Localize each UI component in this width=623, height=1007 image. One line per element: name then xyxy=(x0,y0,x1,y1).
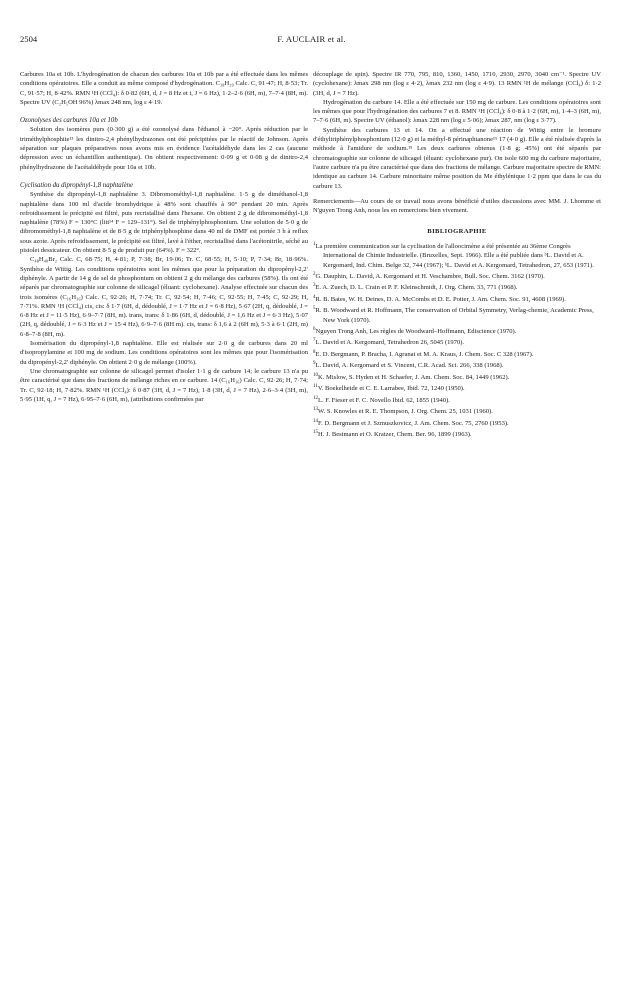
section-heading: Cyclisation du dipropényl-1,8 naphtalène xyxy=(20,181,134,189)
reference-number: 14 xyxy=(313,418,318,424)
reference-item xyxy=(313,293,601,304)
reference-number: 2 xyxy=(313,271,316,277)
reference-item xyxy=(313,304,601,325)
reference-text: Nguyen Trong Anh, Les règles de Woodward–Hoffmann, Ediscience (1970). xyxy=(315,328,517,336)
reference-item xyxy=(313,270,601,281)
reference-text: E. A. Zuech, D. L. Crain et P. F. Kleinschmidt, J. Org. Chem. 33, 771 (1968). xyxy=(315,284,518,292)
reference-number: 6 xyxy=(313,326,316,332)
reference-item xyxy=(313,348,601,359)
reference-text: La première communication sur la cyclisation de l'alloocimène a été présentée au 36ème Congrès International de Chimie Industrielle. (Bruxelles, Sept. 1966). Elle a été publiée dans ᵇL. David et A. Kergomard, Ind. Chim. Belge 32, 744 (1967); ᵇL. David et A. Kergomard, Tetrahedron, 27, 653 (1971). xyxy=(315,242,594,269)
paragraph: Synthèse du dipropényl-1,8 naphtalène 3. Dibromométhyl-1,8 naphtalène. 1·5 g de diméthanol-1,8 naphtalène dans 100 ml d'acide bromhydrique à 48% sont chauffés à 90° pendant 20 min. Après refroidissement le précipité est filtré, puis recristallisé dans l'hexane. On obtient 2 g de dibromométhyl-1,8 naphtalène (78%) F = 130°C (litt¹⁴ F = 129–131°). Sel de triphénylphosphonium. Une solution de 5·0 g de dibromométhyl-1,8 naphtalène et de 8·5 g de triphénylphosphine dans 40 ml de DMF est portée 3 h à reflux sous azote. Après refroidissement, le précipité est filtré, lavé à l'éther, recristallisé dans l'acétonitrile, séché au pistolet dessicateur. On obtient 8·5 g de produit pur (64%). F = 322°. xyxy=(20,191,308,255)
reference-number: 4 xyxy=(313,294,316,300)
reference-text: G. Dauphin, L. David, A. Kergomard et H. Veschambre, Bull. Soc. Chem. 3162 (1970). xyxy=(315,272,545,280)
reference-item xyxy=(313,371,601,382)
reference-text: W. S. Knowles et R. E. Thompson, J. Org. Chem. 25, 1031 (1960). xyxy=(318,408,493,416)
page-number: 2504 xyxy=(20,34,38,44)
reference-item xyxy=(313,336,601,347)
right-column xyxy=(313,70,601,440)
reference-text: V. Boekelheide et C. E. Larrabee, Ibid. 72, 1240 (1950). xyxy=(317,385,465,393)
reference-item xyxy=(313,394,601,405)
reference-number: 13 xyxy=(313,407,318,413)
bibliography-title: BIBLIOGRAPHIE xyxy=(427,228,487,236)
reference-item xyxy=(313,382,601,393)
reference-item xyxy=(313,240,601,270)
paragraph: C₄₈H₄₀Br₂ Calc. C, 68·75; H, 4·81; P, 7·38; Br, 19·06; Tr. C, 68·55; H, 5·10; P, 7·34; Br, 18·96%. Synthèse de Wittig. Les conditions opératoires sont les mêmes que pour la préparation du dipropényl-2,2′ diphényle. A partir de 14 g de sel de phosphonium on obtient 2 g du mélange des carbures (58%). Ils ont été séparés par chromatographie sur colonne de silicagel (éluant: cyclohexane). Analyse effectuée sur chacun des trois isomères (C₁₆H₁₆) Calc. C, 92·26; H, 7·74; Tr. C, 92·54; H, 7·46; C, 92·55; H, 7·45; C, 92·29; H, 7·71%. RMN ¹H (CCl₄) cis, cis: δ 1·7 (6H, d, dédoublé, J = 1·7 Hz et J = 6·8 Hz), 5·67 (2H, q, dédoublé, J = 6·8 Hz et J = 11·5 Hz), 6·9–7·7 (8H, m). trans, trans: δ 1·86 (6H, d, dédoublé, J = 1,6 Hz et J = 6·3 Hz), 5·07 (2H, q, dédoublé, J = 6·3 Hz et J = 15·4 Hz), 6·9–7·6 (8H m). cis, trans: δ 1,6 à 2 (6H m), 5·3 à 6·1 (2H, m) 6·8–7·8 (8H, m). xyxy=(20,256,308,338)
reference-item xyxy=(313,325,601,336)
paragraph: Une chromatographie sur colonne de silicagel permet d'isoler 1·1 g de carbure 14; le carbure 13 n'a pu être caractérisé que dans des fractions de mélange riches en ce carbure. 14 (C₁₆H₁₆) Calc. C, 92·26; H, 7·74; Tr. C, 92·18; H, 7·82%. RMN ¹H (CCl₄): δ 0·87 (3H, d, J = 7 Hz), 1·8 (3H, d, J = 7 Hz), 2·6–3·4 (3H, m), 5·95 (1H, q, J = 7 Hz), 6·95–7·6 (6H, m), (attributions confirmées par xyxy=(20,367,308,403)
reference-text: L. David, A. Kergomard et S. Vincent, C.R. Acad. Sci. 266, 338 (1968). xyxy=(315,362,504,370)
reference-item xyxy=(313,359,601,370)
paragraph: découplage de spin). Spectre IR 770, 795, 810, 1360, 1450, 1710, 2930, 2970, 3040 cm⁻¹. Spectre UV (cyclohexane): λmax 298 nm (log ε 4·2), λmax 232 nm (log ε 4·9). 13 RMN ¹H de mélange (CCl₄) δ: 1·2 (3H, d, J = 7 Hz). xyxy=(313,71,601,97)
reference-text: L. David et A. Kergomard, Tetrahedron 26, 5045 (1970). xyxy=(315,339,465,347)
reference-number: 3 xyxy=(313,283,316,289)
reference-text: L. F. Fieser et F. C. Novello Ibid. 62, 1855 (1940). xyxy=(318,396,450,404)
reference-item xyxy=(313,428,601,439)
reference-number: 9 xyxy=(313,361,316,367)
reference-text: R. B. Bates, W. H. Deines, D. A. McCombs et D. E. Potter, J. Am. Chem. Soc. 91, 4608 (1969). xyxy=(315,295,566,303)
reference-number: 12 xyxy=(313,395,318,401)
reference-number: 8 xyxy=(313,349,316,355)
reference-number: 15 xyxy=(313,430,318,436)
reference-text: H. J. Bestmann et O. Kratzer, Chem. Ber. 96, 1899 (1963). xyxy=(318,431,472,439)
acknowledgements: Remerciements—Au cours de ce travail nous avons bénéficié d'utiles discussions avec MM. J. Lhomme et N'guyen Trong Anh, nous les en remercions bien vivement. xyxy=(313,197,601,215)
section-heading: Ozonolyses des carbures 10a et 10b xyxy=(20,117,118,125)
reference-number: 1 xyxy=(313,241,316,247)
reference-number: 11 xyxy=(313,384,318,390)
page-header xyxy=(20,34,603,46)
paragraph: Carbures 10a et 10b. L'hydrogénation de chacun des carbures 10a et 10b par a été effectuée dans les mêmes conditions opératoires. Elle a conduit au même composé d'hydrogénation. C₁₈H₂₀ Calc. C, 91·47; H, 8·53; Tr. C, 91·57; H, 8·42%. RMN ¹H (CCl₄): δ 0·82 (6H, d, J = 8 Hz et t, J = 6 Hz), 1·2–2·6 (6H, m), 7–7·4 (8H, m). Spectre UV (C₂H₅OH 96%) λmax 248 nm, log ε 4·19. xyxy=(20,71,308,106)
paragraph: Isomérisation du dipropényl-1,8 naphtalène. Elle est réalisée sur 2·0 g de carbures dans 20 ml d'isopropylamine et 100 mg de sodium. Les conditions opératoires sont les mêmes que pour l'isomérisation du dipropényl-2,2′ diphényle. On obtient 2·0 g de mélange (100%). xyxy=(20,340,308,366)
left-column xyxy=(20,70,308,404)
reference-number: 7 xyxy=(313,338,316,344)
reference-text: R. B. Woodward et R. Hoffmann, The conservation of Orbital Symmetry, Verlag-chemie, Academic Press, New York (1970). xyxy=(315,307,594,324)
reference-text: E. D. Bergmann, P. Bracha, I. Agranat et M. A. Kraus, J. Chem. Soc. C 328 (1967). xyxy=(315,351,534,359)
reference-text: F. D. Bergmann et J. Szmuszkovicz, J. Am. Chem. Soc. 75, 2760 (1953). xyxy=(318,419,509,427)
reference-text: K. Mislow, S. Hyden et H. Schaefer, J. Am. Chem. Soc. 84, 1449 (1962). xyxy=(318,374,510,382)
reference-number: 5 xyxy=(313,306,316,312)
reference-list xyxy=(313,240,601,440)
reference-item xyxy=(313,281,601,292)
paragraph: Solution des isomères purs (0·300 g) a été ozonolysé dans l'éthanol à −20°. Après réduction par le triméthylphosphite¹³ les dinitro-2,4 phénylhydrazones ont été précipitées par le réactif de Johnson. Après séparation sur plaques préparatives nous avons mis en évidence l'acétaldéhyde dans les 2 cas (aucune dépression avec un échantillon authentique). On obtient respectivement: 0·09 g et 0·08 g de dinitro-2,4 phénylhydrazone de l'acétaldéhyde pour 10a et 10b. xyxy=(20,126,308,171)
reference-item xyxy=(313,405,601,416)
reference-item xyxy=(313,417,601,428)
paragraph: Hydrogénation du carbure 14. Elle a été effectuée sur 150 mg de carbure. Les conditions opératoires sont les mêmes que pour l'hydrogénation des carbures 7 et 8. RMN ¹H (CCl₄): δ 0·8 à 1·2 (6H, m), 1·4–3 (6H, m), 7–7·6 (6H, m). Spectre UV (éthanol): λmax 228 nm (log ε 5·06); λmax 287, nm (log ε 3·77). xyxy=(313,98,601,125)
reference-number: 10 xyxy=(313,372,318,378)
running-head-authors: F. AUCLAIR et al. xyxy=(277,34,346,44)
paragraph: Synthèse des carbures 13 et 14. On a effectué une réaction de Wittig entre le bromure d'éthyltriphénylphosphonium (12·0 g) et la méthyl-8 périnaphtanone¹⁵ 17 (4·0 g). Elle a été réalisée d'après la méthode à l'amidure de sodium.¹⁵ Les deux carbures obtenus (1·8 g; 45%) ont été séparés par chromatographie sur colonne de silicagel (éluant: cyclohexane pur). On isole 600 mg du carbure majoritaire, l'autre carbure n'a pu être caractérisé que dans des fractions de mélange. Carbure majoritaire spectre de RMN: identique au carbure 14. Carbure minoritaire même position du Me éthylénique 1·2 ppm que dans le cas du carbure 13. xyxy=(313,126,601,190)
